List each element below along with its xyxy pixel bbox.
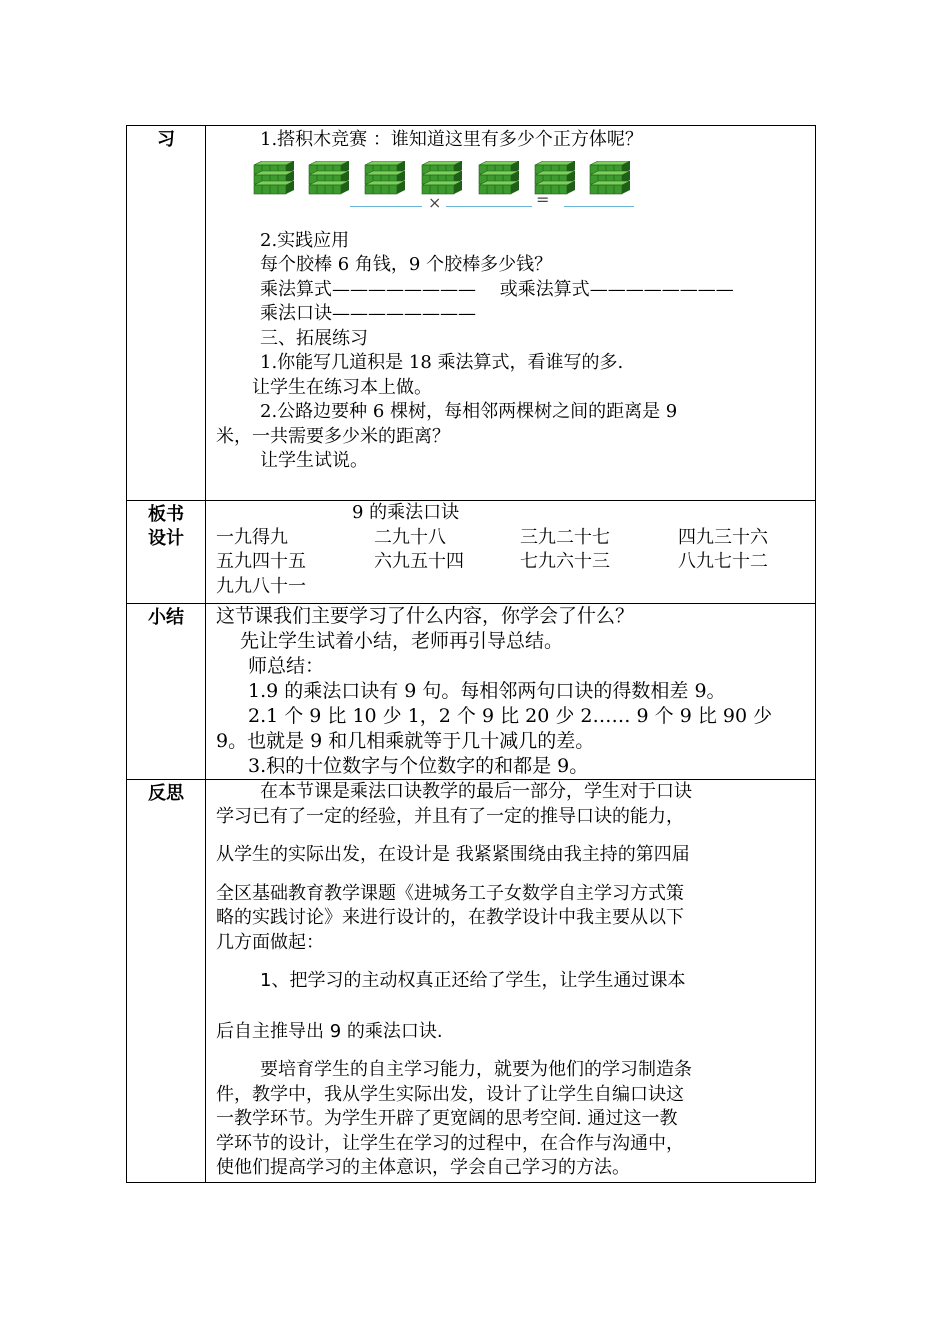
cube-stack-icon [307,161,351,195]
equals-sign: = [536,189,550,209]
board-design-label [127,501,206,604]
block-stacks-figure [216,153,809,211]
summary-row [127,604,816,780]
reflection-p1-line2: 学习已有了一定的经验，并且有了一定的推导口诀的能力， [216,805,684,827]
board-label-line2: 设计 [148,528,184,549]
board-design-content [206,501,816,604]
lesson-plan-table [126,125,816,1183]
practice-label: 习 [127,126,206,501]
question-2-text: 每个胶棒 6 角钱，9 个胶棒多少钱？ [260,254,553,275]
question-2-formula: 乘法算式———————— 或乘法算式———————— [260,278,734,300]
question-2-rhyme: 乘法口诀———————— [260,303,476,324]
reflection-p1-line4: 全区基础教育教学课题《进城务工子女数学自主学习方式策 [216,882,684,904]
reflection-label: 反思 [127,780,206,1183]
rhyme-item: 一九得九 [216,526,288,548]
extension-title: 三、拓展练习 [260,327,368,349]
reflection-p3-line4: 学环节的设计，让学生在学习的过程中，在合作与沟通中， [216,1132,684,1154]
reflection-p3-line2: 件，教学中，我从学生实际出发，设计了让学生自编口诀这 [216,1083,684,1105]
reflection-p2-line2: 后自主推导出 9 的乘法口诀. [216,1020,443,1042]
reflection-p3-line3: 一教学环节。为学生开辟了更宽阔的思考空间. 通过这一教 [216,1108,678,1129]
reflection-p3-line1: 要培育学生的自主学习能力，就要为他们的学习制造条 [260,1059,692,1080]
answer-blank [350,206,422,207]
question-1: 1.搭积木竞赛 ：谁知道这里有多少个正方体呢？ [260,129,643,150]
cube-stack-icon [588,161,632,195]
rhyme-item: 七九六十三 [520,551,610,572]
reflection-p1-line6: 几方面做起： [216,931,324,953]
reflection-p1-line5: 略的实践讨论》来进行设计的，在教学设计中我主要从以下 [216,907,684,928]
practice-row [127,126,816,501]
rhyme-item: 四九三十六 [678,526,768,548]
summary-point-1: 1.9 的乘法口诀有 9 句。每相邻两句口诀的得数相差 9。 [248,680,726,702]
board-label-line1: 板书 [148,504,184,525]
board-title: 9 的乘法口诀 [352,502,460,523]
summary-line-1: 这节课我们主要学习了什么内容，你学会了什么？ [216,605,635,627]
extension-q1: 1.你能写几道积是 18 乘法算式，看谁写的多. [260,352,624,373]
summary-point-2-line2: 9。也就是 9 和几相乘就等于几十减几的差。 [216,730,595,752]
cube-stack-icon [252,161,296,195]
summary-content [206,604,816,780]
reflection-p3-line5: 使他们提高学习的主体意识，学会自己学习的方法。 [216,1157,630,1178]
extension-q2-line2: 米，一共需要多少米的距离？ [216,425,450,447]
rhyme-item: 五九四十五 [216,551,306,572]
extension-q2-note: 让学生试说。 [260,450,368,471]
reflection-p1-line1: 在本节课是乘法口诀教学的最后一部分，学生对于口诀 [260,781,692,802]
cube-stack-icon [420,161,464,195]
reflection-p2-line1: 1、把学习的主动权真正还给了学生，让学生通过课本 [260,970,686,991]
summary-label: 小结 [127,604,206,780]
summary-point-3: 3.积的十位数字与个位数字的和都是 9。 [248,755,589,777]
board-design-row [127,501,816,604]
rhyme-item: 八九七十二 [678,551,768,572]
reflection-content [206,780,816,1183]
cube-stack-icon [477,161,521,195]
extension-q1-note: 让学生在练习本上做。 [252,376,432,398]
rhyme-item: 九九八十一 [216,575,306,597]
practice-content [206,126,816,501]
answer-blank [564,206,634,207]
summary-line-2: 先让学生试着小结，老师再引导总结。 [240,630,564,652]
reflection-p1-line3: 从学生的实际出发，在设计是 我紧紧围绕由我主持的第四届 [216,844,690,865]
cube-stack-icon [363,161,407,195]
rhyme-item: 三九二十七 [520,526,610,548]
reflection-row [127,780,816,1183]
rhyme-item: 二九十八 [374,526,446,548]
extension-q2-line1: 2.公路边要种 6 棵树，每相邻两棵树之间的距离是 9 [260,401,678,422]
multiply-sign: × [428,192,442,212]
answer-blank [446,206,532,207]
rhyme-grid [216,526,809,600]
question-2-title: 2.实践应用 [260,229,350,251]
rhyme-item: 六九五十四 [374,551,464,572]
summary-point-2-line1: 2.1 个 9 比 10 少 1，2 个 9 比 20 少 2…… 9 个 9 比 90 少 [248,705,773,727]
summary-line-3: 师总结： [248,655,325,677]
